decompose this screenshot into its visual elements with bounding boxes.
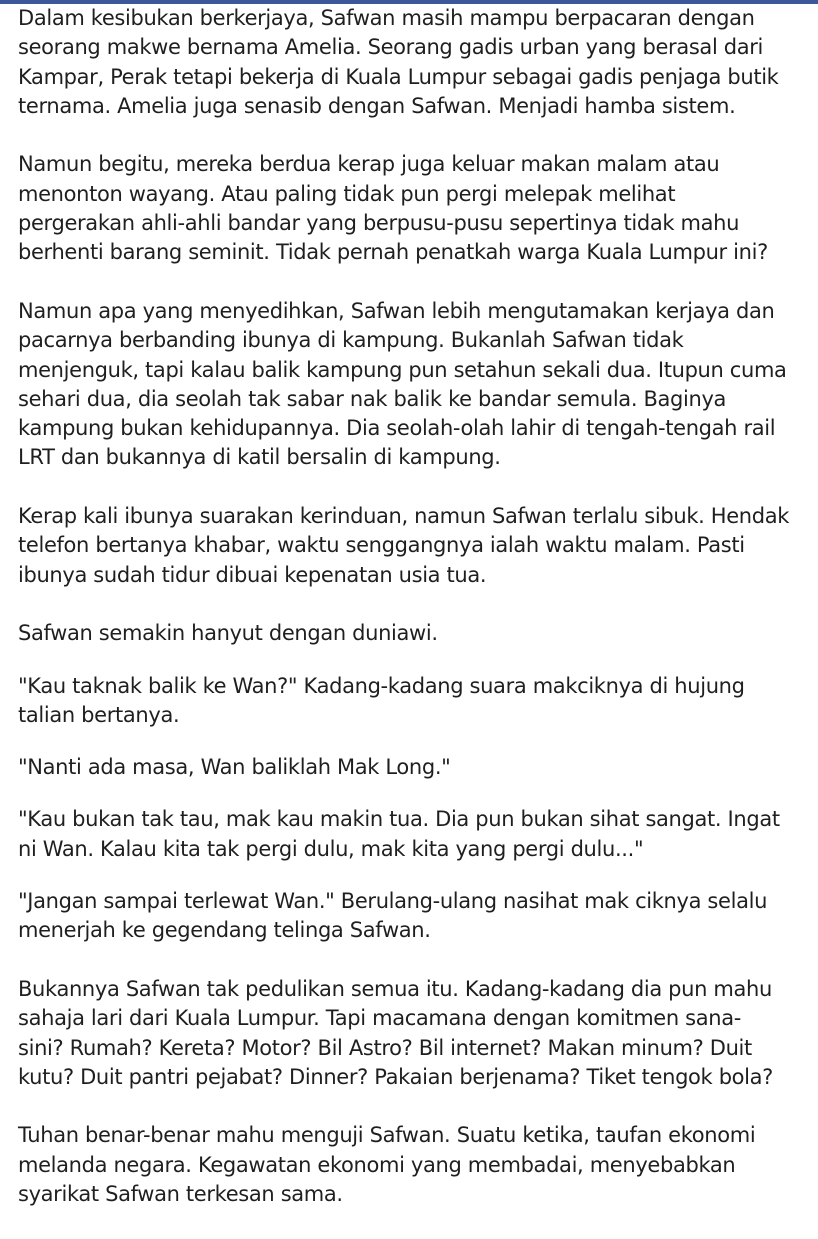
paragraph-6: "Kau taknak balik ke Wan?" Kadang-kadang suara makciknya di hujung talian bertanya. — [18, 673, 745, 727]
paragraph-9: "Jangan sampai terlewat Wan." Berulang-ulang nasihat mak ciknya selalu menerjah ke gegendang telinga Safwan. — [18, 889, 768, 943]
paragraph-1: Dalam kesibukan berkerjaya, Safwan masih mampu berpacaran dengan seorang makwe bernama Amelia. Seorang gadis urban yang berasal dari Kampar, Perak tetapi bekerja di Kuala Lumpur sebagai gadis penjaga butik ternama. Amelia juga senasib dengan Safwan. Menjadi hamba sistem. — [18, 6, 779, 118]
paragraph-4: Kerap kali ibunya suarakan kerinduan, namun Safwan terlalu sibuk. Hendak telefon bertanya khabar, waktu senggangnya ialah waktu malam. Pasti ibunya sudah tidur dibuai kepenatan usia tua. — [18, 504, 790, 587]
paragraph-11: Tuhan benar-benar mahu menguji Safwan. Suatu ketika, taufan ekonomi melanda negara. Kegawatan ekonomi yang membadai, menyebabkan syarikat Safwan terkesan sama. — [18, 1123, 756, 1206]
paragraph-2: Namun begitu, mereka berdua kerap juga keluar makan malam atau menonton wayang. Atau paling tidak pun pergi melepak melihat pergerakan ahli-ahli bandar yang berpusu-pusu sepertinya tidak mahu berhenti barang seminit. Tidak pernah penatkah warga Kuala Lumpur ini? — [18, 152, 768, 265]
paragraph-3: Namun apa yang menyedihkan, Safwan lebih mengutamakan kerjaya dan pacarnya berbanding ibunya di kampung. Bukanlah Safwan tidak menjenguk, tapi kalau balik kampung pun setahun sekali dua. Itupun cuma sehari dua, dia seolah tak sabar nak balik ke bandar semula. Baginya kampung bukan kehidupannya. Dia seolah-olah lahir di tengah-tengah rail LRT dan bukannya di katil bersalin di kampung. — [18, 298, 787, 470]
paragraph-7: "Nanti ada masa, Wan baliklah Mak Long." — [18, 755, 451, 780]
paragraph-8: "Kau bukan tak tau, mak kau makin tua. Dia pun bukan sihat sangat. Ingat ni Wan. Kalau kita tak pergi dulu, mak kita yang pergi dulu..." — [18, 807, 780, 861]
article-body — [18, 4, 814, 1239]
paragraph-5: Safwan semakin hanyut dengan duniawi. — [18, 621, 438, 646]
paragraph-10: Bukannya Safwan tak pedulikan semua itu. Kadang-kadang dia pun mahu sahaja lari dari Kuala Lumpur. Tapi macamana dengan komitmen sana- sini? Rumah? Kereta? Motor? Bil Astro? Bil internet? Makan minum? Duit kutu? Duit pantri pejabat? Dinner? Pakaian berjenama? Tiket tengok bola? — [18, 976, 773, 1089]
